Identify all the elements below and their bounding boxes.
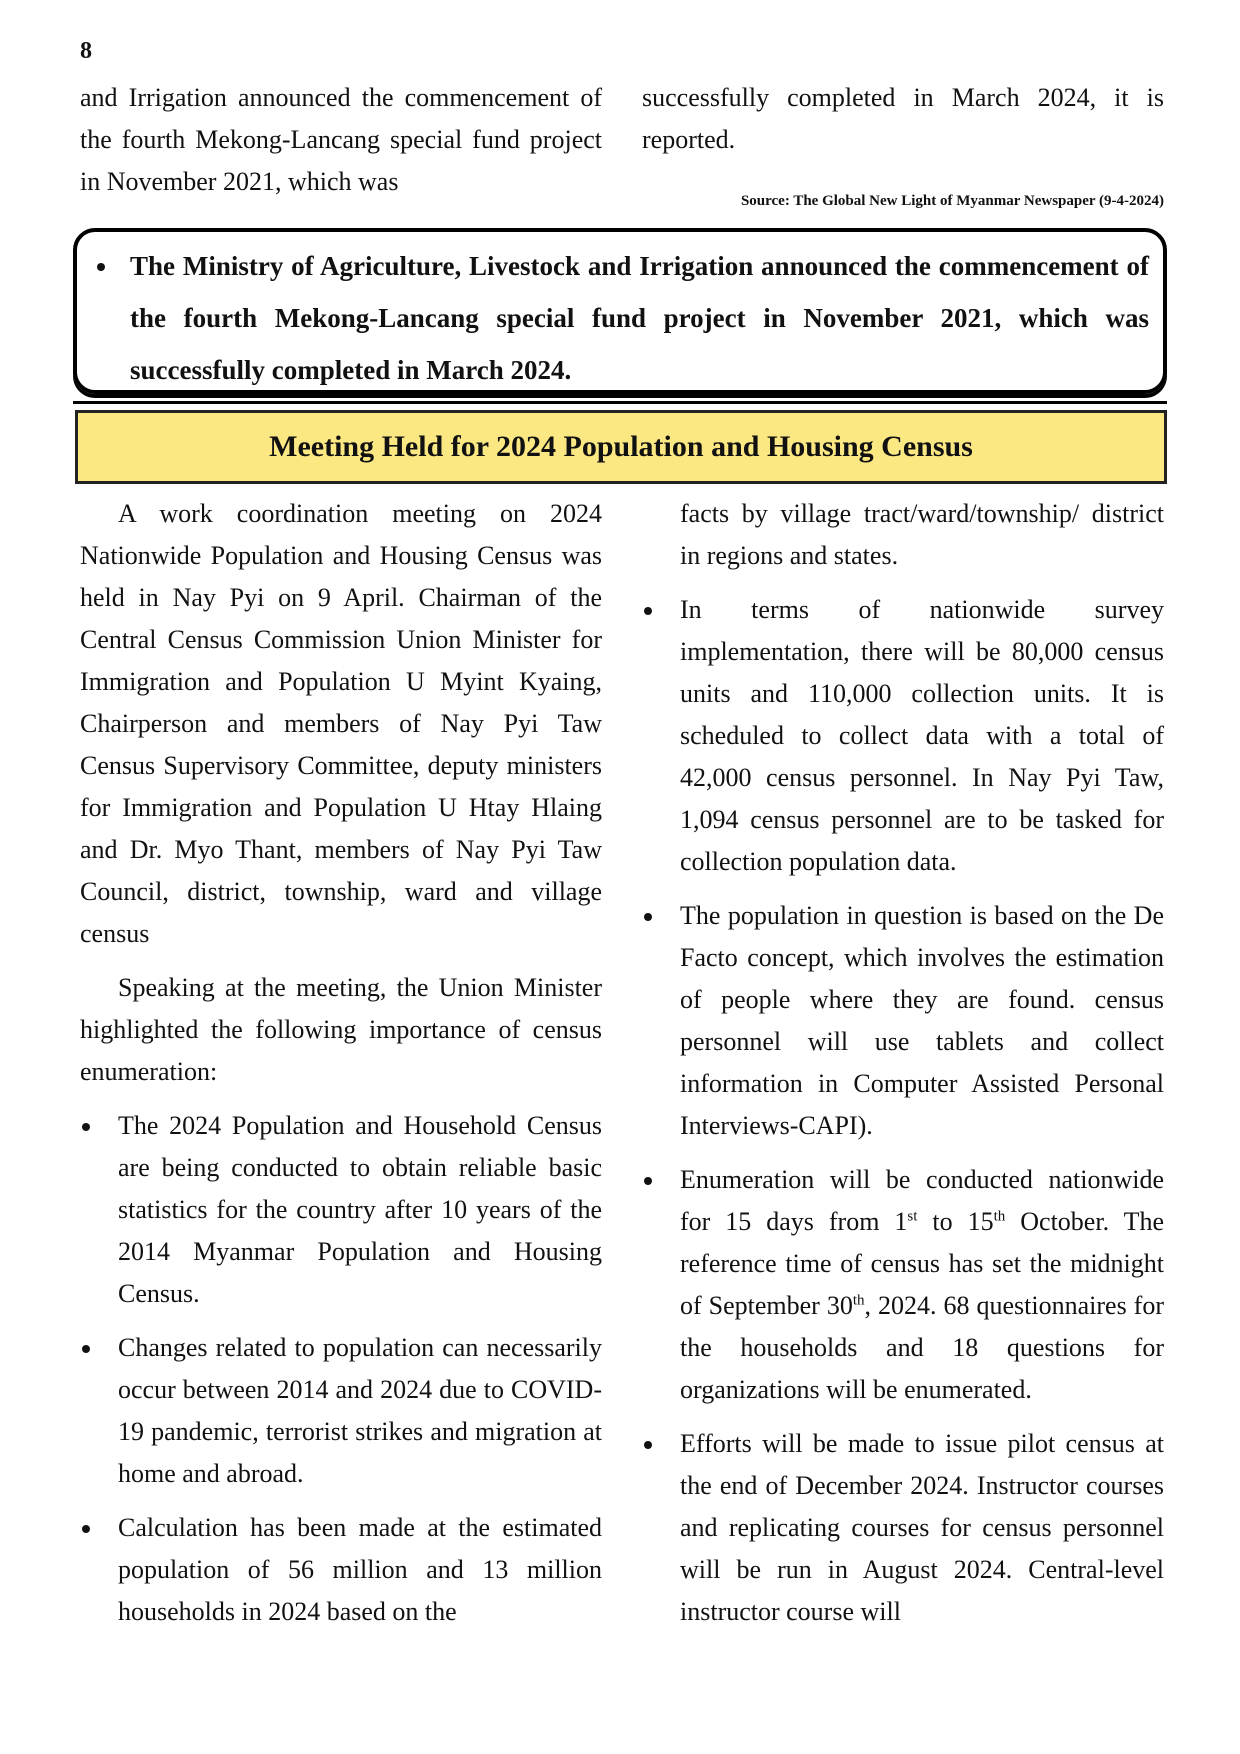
article-headline: Meeting Held for 2024 Population and Housing Census <box>269 430 973 463</box>
ordinal-suffix: th <box>993 1208 1006 1225</box>
source-citation: Source: The Global New Light of Myanmar Newspaper (9-4-2024) <box>740 193 1164 209</box>
highlight-bullet: The Ministry of Agriculture, Livestock and Irrigation announced the commencement of the fourth Mekong-Lancang special fund project in November 2021, which was successfully completed in March 2024. <box>130 251 1149 385</box>
bullet-icon <box>644 1177 652 1185</box>
ordinal-suffix: th <box>852 1292 865 1309</box>
enumeration-text-part: October. The reference time of census has set the midnight of September 30 <box>680 1207 1165 1320</box>
bullet-icon <box>82 1345 90 1353</box>
speech-paragraph: Speaking at the meeting, the Union Minister highlighted the following importance of census enumeration: <box>80 973 602 1086</box>
intro-paragraph: A work coordination meeting on 2024 Nationwide Population and Housing Census was held in Nay Pyi on 9 April. Chairman of the Central Census Commission Union Minister for Immigration and Population U Myint Kyaing, Chairperson and members of Nay Pyi Taw Census Supervisory Committee, deputy ministers for Immigration and Population U Htay Hlaing and Dr. Myo Thant, members of Nay Pyi Taw Council, district, township, ward and village census <box>80 499 602 948</box>
section-divider <box>73 401 1167 404</box>
bullet-icon <box>97 263 105 271</box>
ordinal-suffix: st <box>907 1208 918 1225</box>
previous-article-paragraph-right: successfully completed in March 2024, it is reported. <box>642 83 1164 154</box>
importance-list-continued <box>642 589 1164 1633</box>
list-item-text: In terms of nationwide survey implementation, there will be 80,000 census units and 110,000 collection units. It is scheduled to collect data with a total of 42,000 census personnel. In Nay Pyi Taw, 1,094 census personnel are to be tasked for collection population data. <box>680 595 1164 876</box>
list-item <box>642 1159 1164 1411</box>
bullet-icon <box>82 1123 90 1131</box>
previous-article-text-left <box>80 77 602 203</box>
page-number: 8 <box>80 38 92 64</box>
list-item-text: The population in question is based on the De Facto concept, which involves the estimation of people where they are found. census personnel will use tablets and collect information in Computer Assisted Personal Interviews-CAPI). <box>680 901 1164 1140</box>
list-item <box>80 1327 602 1495</box>
article-column-right <box>642 493 1164 1645</box>
enumeration-text-part: , 2024. 68 questionnaires for the households and 18 questions for organizations will be enumerated. <box>680 1291 1164 1404</box>
list-item <box>80 1105 602 1315</box>
previous-article-text-right <box>642 77 1164 161</box>
enumeration-text-part: to 15 <box>917 1207 994 1236</box>
list-item <box>80 1507 602 1633</box>
highlight-summary-box <box>73 228 1167 394</box>
enumeration-text-part: Enumeration will be conducted nationwide for 15 days from 1 <box>680 1165 1164 1236</box>
list-item <box>642 1423 1164 1633</box>
bullet-icon <box>644 913 652 921</box>
list-item-text: Changes related to population can necessarily occur between 2014 and 2024 due to COVID-19 pandemic, terrorist strikes and migration at home and abroad. <box>118 1333 602 1488</box>
article-column-left <box>80 493 602 1645</box>
list-item <box>642 895 1164 1147</box>
list-item-text: Calculation has been made at the estimated population of 56 million and 13 million households in 2024 based on the <box>118 1513 602 1626</box>
bullet-icon <box>82 1525 90 1533</box>
previous-article-paragraph-left: and Irrigation announced the commencement of the fourth Mekong-Lancang special fund project in November 2021, which was <box>80 83 602 196</box>
bullet-icon <box>644 607 652 615</box>
list-item-text <box>680 1165 1164 1404</box>
list-item-text: Efforts will be made to issue pilot census at the end of December 2024. Instructor courses and replicating courses for census personnel will be run in August 2024. Central-level instructor course will <box>680 1429 1164 1626</box>
list-item <box>642 589 1164 883</box>
importance-list <box>80 1105 602 1633</box>
bullet-icon <box>644 1441 652 1449</box>
continued-list-text: facts by village tract/ward/township/ district in regions and states. <box>680 499 1164 570</box>
article-headline-bar <box>75 410 1167 484</box>
list-item-text: The 2024 Population and Household Census are being conducted to obtain reliable basic statistics for the country after 10 years of the 2014 Myanmar Population and Housing Census. <box>118 1111 602 1308</box>
